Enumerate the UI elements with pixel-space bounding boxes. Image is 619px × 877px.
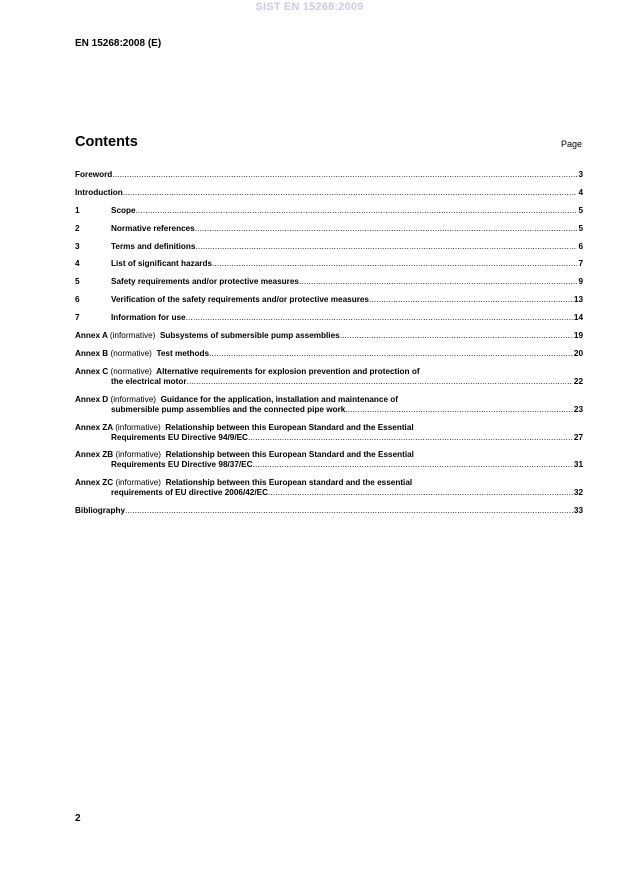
annex-kind: (informative) bbox=[109, 331, 156, 341]
toc-annex-block bbox=[75, 423, 583, 443]
toc-annex-heading bbox=[75, 395, 398, 405]
page-column-label: Page bbox=[560, 139, 582, 149]
toc-entry-title: Normative references bbox=[111, 223, 195, 233]
annex-title: Test methods bbox=[156, 348, 210, 358]
contents-title: Contents bbox=[75, 134, 138, 150]
leader-dots bbox=[209, 349, 573, 359]
annex-kind: (informative) bbox=[115, 450, 161, 460]
toc-entry[interactable] bbox=[75, 423, 583, 443]
toc-clause-number: 3 bbox=[75, 241, 80, 251]
annex-kind: (normative) bbox=[110, 366, 152, 376]
annex-kind: (informative) bbox=[115, 478, 161, 488]
annex-title-continued: Requirements EU Directive 98/37/EC bbox=[111, 460, 253, 470]
toc-annex-line bbox=[75, 423, 583, 433]
annex-title: Relationship between this European standard and the essential bbox=[165, 478, 413, 488]
toc-entry[interactable] bbox=[75, 313, 583, 323]
toc-clause-number: 1 bbox=[75, 205, 80, 215]
toc-annex-line bbox=[75, 478, 583, 488]
toc-entry[interactable] bbox=[75, 295, 583, 305]
toc-entry[interactable] bbox=[75, 277, 583, 287]
toc-entry-body bbox=[111, 206, 583, 216]
leader-dots bbox=[186, 313, 573, 323]
leader-dots bbox=[112, 170, 577, 180]
toc-page-number: 27 bbox=[573, 432, 583, 442]
toc-page-number: 6 bbox=[578, 241, 583, 251]
toc-entry-body bbox=[111, 277, 583, 287]
toc-page-number: 32 bbox=[573, 488, 583, 498]
toc-entry-title: Bibliography bbox=[75, 506, 126, 516]
toc-annex-line bbox=[75, 331, 583, 341]
toc-page-number: 3 bbox=[578, 170, 583, 179]
annex-label: Annex A bbox=[75, 331, 108, 341]
toc-page-number: 9 bbox=[578, 277, 583, 287]
annex-title: Alternative requirements for explosion prevention and protection of bbox=[156, 366, 420, 376]
annex-title-continued: submersible pump assemblies and the connected pipe work bbox=[111, 404, 346, 414]
leader-dots bbox=[340, 331, 573, 341]
toc-annex-heading bbox=[75, 423, 414, 433]
toc-entry[interactable] bbox=[75, 206, 583, 216]
toc-entry[interactable] bbox=[75, 170, 583, 180]
toc-entry[interactable] bbox=[75, 478, 583, 498]
toc-clause-number: 4 bbox=[75, 259, 80, 269]
toc-annex-line bbox=[75, 395, 583, 405]
toc-annex-line bbox=[75, 405, 583, 415]
leader-dots bbox=[248, 433, 573, 443]
toc-clause-number: 5 bbox=[75, 277, 80, 287]
toc-entry-title: Scope bbox=[111, 205, 136, 215]
toc-entry-title: Information for use bbox=[111, 313, 186, 323]
annex-kind: (informative) bbox=[110, 394, 156, 404]
toc-clause-number: 6 bbox=[75, 295, 80, 305]
annex-label: Annex C bbox=[75, 366, 109, 376]
toc-page-number: 23 bbox=[573, 404, 583, 414]
toc-page-number: 19 bbox=[573, 331, 583, 341]
toc-entry-title: Foreword bbox=[75, 170, 113, 179]
toc-entry-body bbox=[111, 295, 583, 305]
annex-kind: (normative) bbox=[110, 348, 152, 358]
leader-dots bbox=[125, 506, 573, 516]
annex-title: Relationship between this European Standard and the Essential bbox=[165, 422, 414, 432]
leader-dots bbox=[299, 277, 578, 287]
annex-label: Annex D bbox=[75, 394, 109, 404]
toc-entry[interactable] bbox=[75, 367, 583, 387]
toc-page-number: 14 bbox=[573, 313, 583, 323]
toc-entry[interactable] bbox=[75, 242, 583, 252]
toc-entry-body bbox=[111, 224, 583, 234]
toc-entry-title: List of significant hazards bbox=[111, 259, 212, 269]
toc-annex-heading bbox=[75, 478, 412, 488]
toc-page-number: 4 bbox=[578, 187, 583, 197]
page-number: 2 bbox=[75, 813, 81, 824]
toc-annex-line bbox=[75, 433, 583, 443]
annex-label: Annex ZC bbox=[75, 478, 114, 488]
toc-annex-block bbox=[75, 349, 583, 359]
toc-entry-body bbox=[75, 188, 583, 198]
toc-page-number: 5 bbox=[578, 223, 583, 233]
toc-annex-line bbox=[75, 349, 583, 359]
annex-label: Annex ZA bbox=[75, 422, 113, 432]
document-code: EN 15268:2008 (E) bbox=[75, 38, 162, 49]
leader-dots bbox=[268, 488, 573, 498]
leader-dots bbox=[345, 405, 573, 415]
toc-entry[interactable] bbox=[75, 506, 583, 516]
leader-dots bbox=[195, 224, 578, 234]
toc-clause-number: 7 bbox=[75, 313, 80, 323]
toc-entry[interactable] bbox=[75, 259, 583, 269]
toc-annex-line bbox=[75, 460, 583, 470]
leader-dots bbox=[123, 188, 578, 198]
toc-entry-title: Safety requirements and/or protective measures bbox=[111, 277, 299, 287]
toc-annex-line bbox=[75, 377, 583, 387]
toc-entry[interactable] bbox=[75, 188, 583, 198]
toc-entry-title: Terms and definitions bbox=[111, 241, 196, 251]
annex-label: Annex ZB bbox=[75, 450, 114, 460]
leader-dots bbox=[136, 206, 578, 216]
leader-dots bbox=[187, 377, 573, 387]
table-of-contents bbox=[75, 170, 583, 524]
toc-page-number: 7 bbox=[578, 259, 583, 269]
leader-dots bbox=[212, 259, 577, 269]
toc-entry[interactable] bbox=[75, 395, 583, 415]
toc-entry-body bbox=[111, 242, 583, 252]
toc-entry-body bbox=[111, 259, 583, 269]
toc-entry[interactable] bbox=[75, 224, 583, 234]
toc-entry-body bbox=[75, 506, 583, 516]
toc-page-number: 22 bbox=[573, 376, 583, 386]
annex-label: Annex B bbox=[75, 348, 109, 358]
leader-dots bbox=[195, 242, 577, 252]
toc-annex-line bbox=[75, 367, 583, 377]
toc-annex-heading bbox=[75, 367, 420, 377]
toc-page-number: 31 bbox=[573, 460, 583, 470]
toc-annex-line bbox=[75, 450, 583, 460]
toc-annex-block bbox=[75, 478, 583, 498]
annex-kind: (informative) bbox=[115, 422, 161, 432]
toc-annex-block bbox=[75, 395, 583, 415]
toc-page-number: 13 bbox=[573, 295, 583, 305]
toc-entry[interactable] bbox=[75, 331, 583, 341]
toc-annex-block bbox=[75, 450, 583, 470]
annex-title-continued: the electrical motor bbox=[111, 376, 187, 386]
toc-clause-number: 2 bbox=[75, 223, 80, 233]
annex-title-continued: requirements of EU directive 2006/42/EC bbox=[111, 488, 268, 498]
annex-title: Guidance for the application, installation and maintenance of bbox=[160, 394, 399, 404]
annex-title-continued: Requirements EU Directive 94/9/EC bbox=[111, 432, 248, 442]
leader-dots bbox=[369, 295, 573, 305]
toc-page-number: 33 bbox=[573, 506, 583, 516]
toc-annex-heading bbox=[75, 349, 209, 359]
annex-title: Relationship between this European Standard and the Essential bbox=[165, 450, 414, 460]
toc-entry[interactable] bbox=[75, 450, 583, 470]
toc-annex-heading bbox=[75, 450, 414, 460]
toc-page-number: 20 bbox=[573, 348, 583, 358]
toc-annex-block bbox=[75, 367, 583, 387]
toc-annex-heading bbox=[75, 331, 340, 341]
toc-entry-body bbox=[111, 313, 583, 323]
toc-annex-block bbox=[75, 331, 583, 341]
watermark: SIST EN 15268:2009 bbox=[255, 1, 364, 13]
toc-page-number: 5 bbox=[578, 205, 583, 215]
toc-entry-title: Verification of the safety requirements and/or protective measures bbox=[111, 295, 369, 305]
annex-title: Subsystems of submersible pump assemblies bbox=[159, 331, 340, 341]
toc-entry-body bbox=[75, 170, 583, 180]
toc-entry-title: Introduction bbox=[75, 187, 123, 197]
toc-annex-line bbox=[75, 488, 583, 498]
toc-entry[interactable] bbox=[75, 349, 583, 359]
leader-dots bbox=[253, 460, 573, 470]
